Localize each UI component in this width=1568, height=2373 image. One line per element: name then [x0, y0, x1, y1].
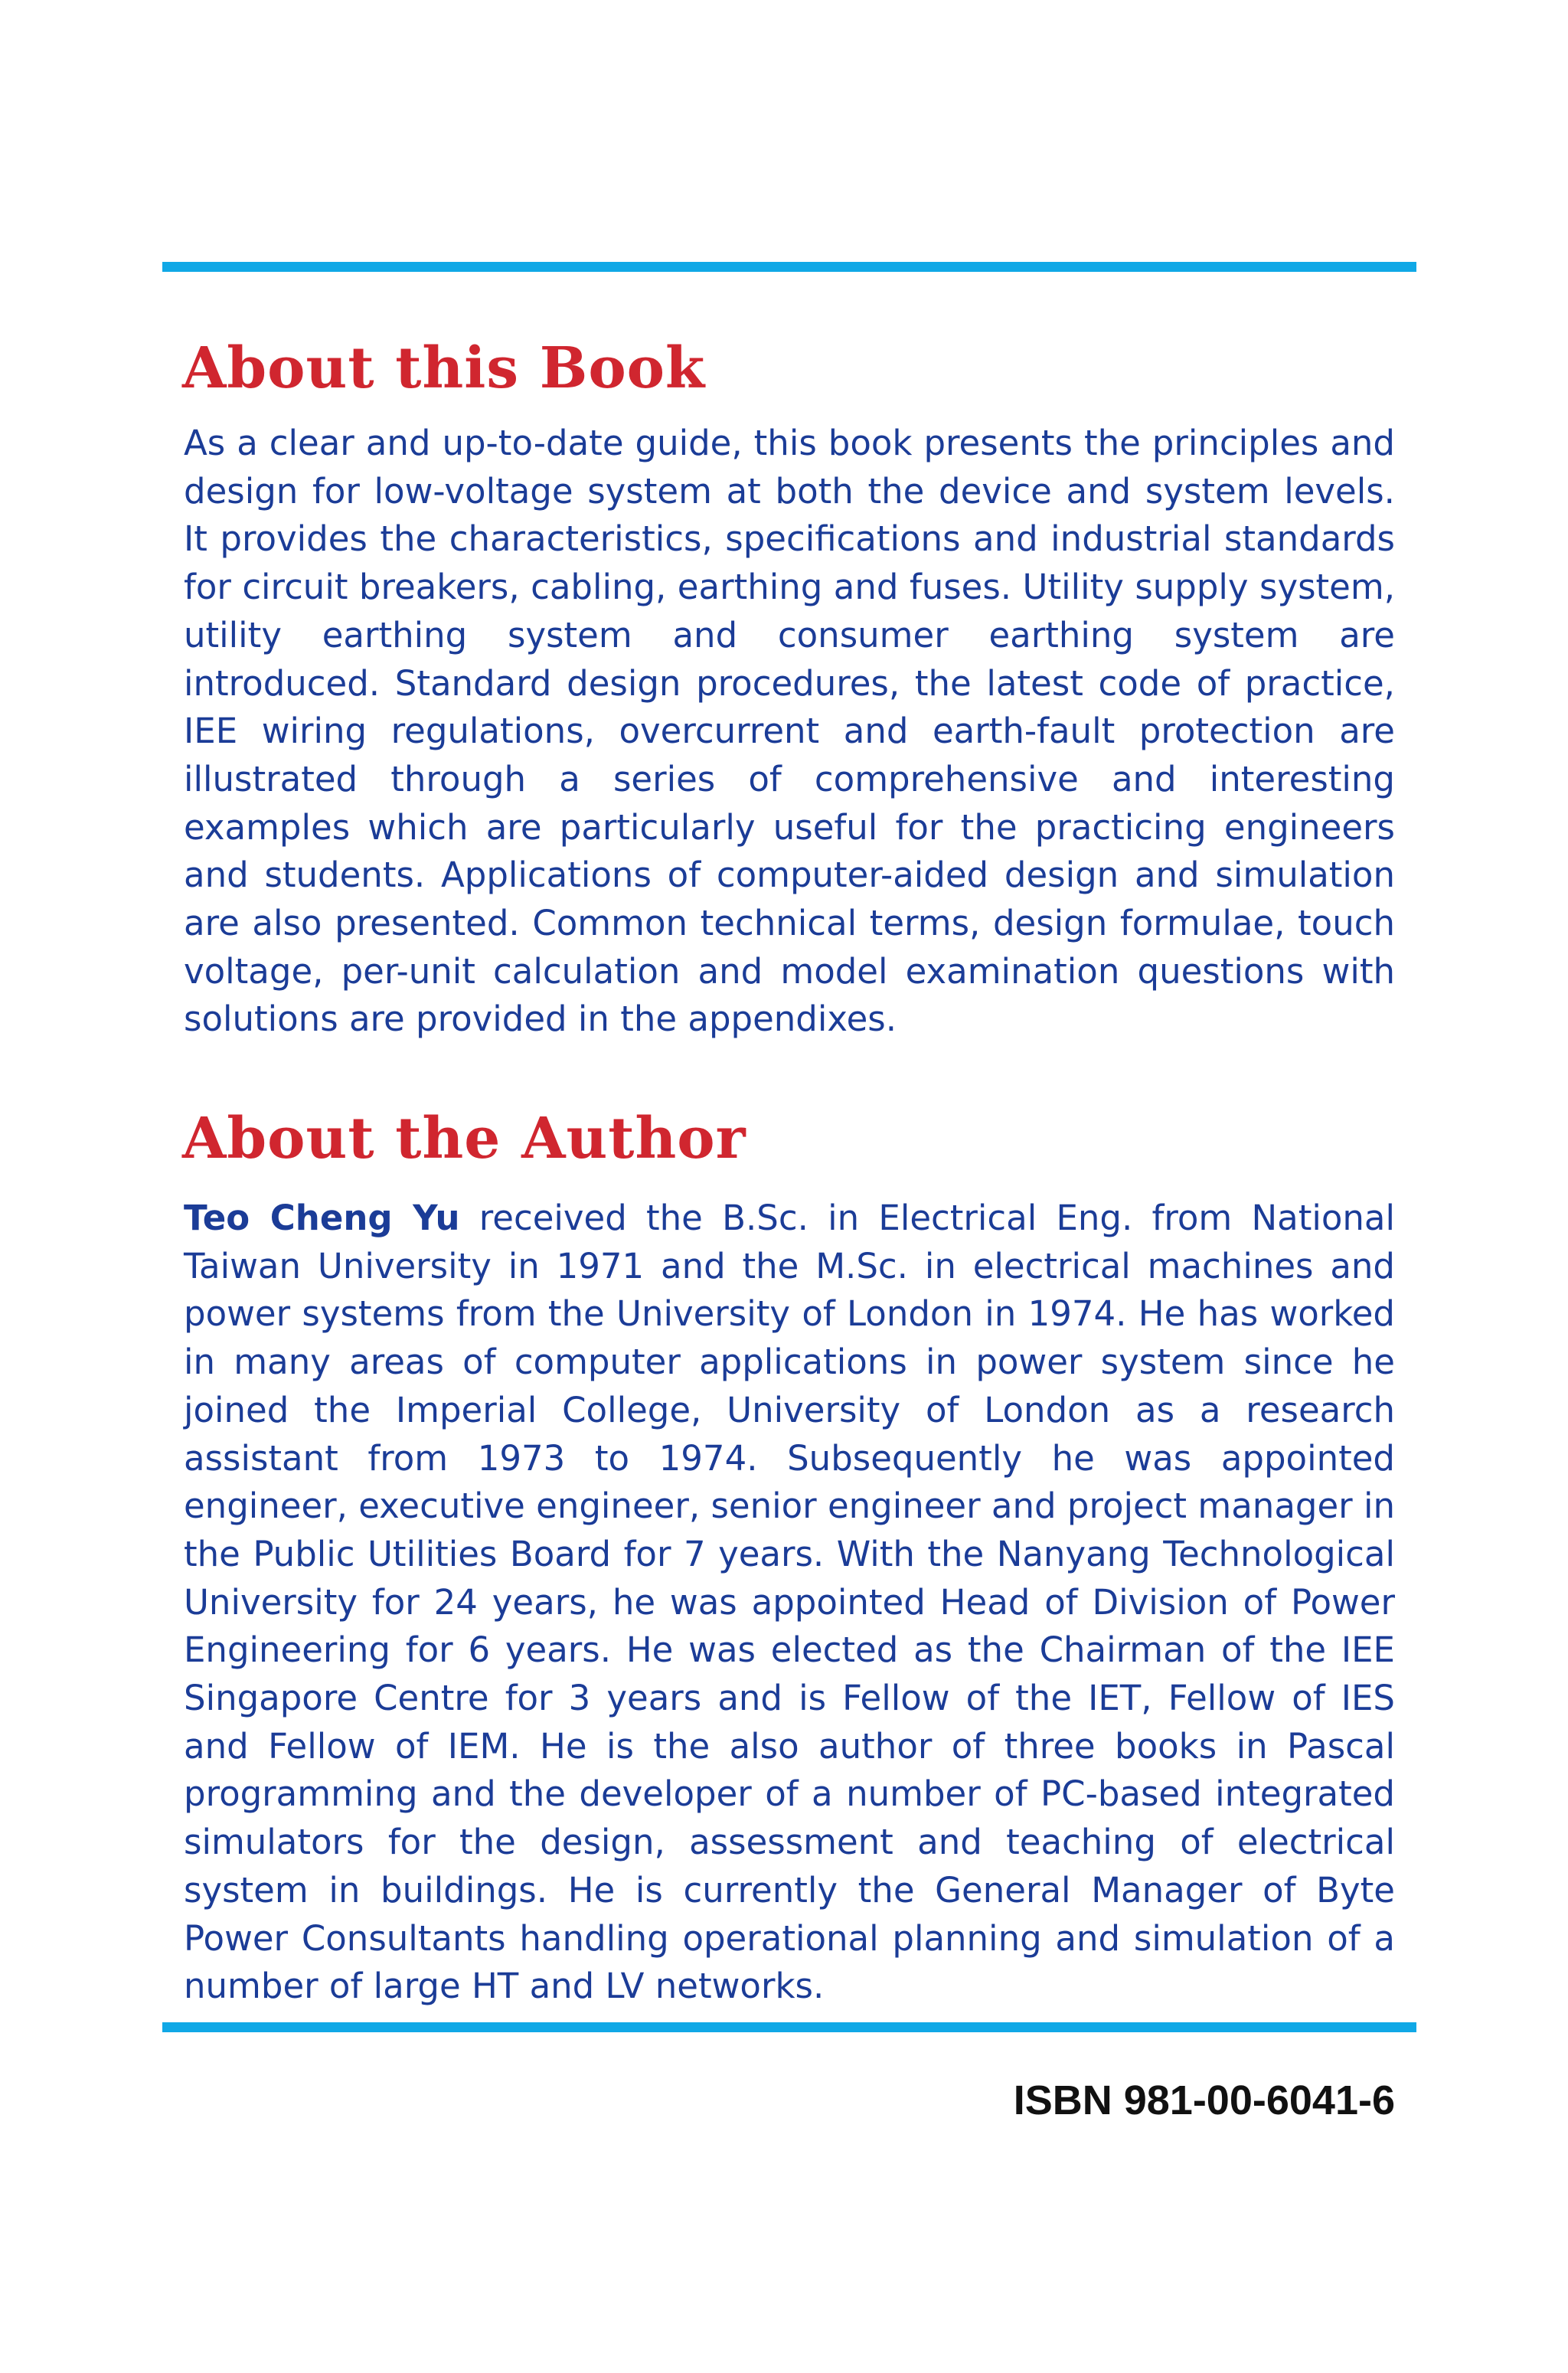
bottom-divider-line [162, 2022, 1416, 2032]
about-book-text: As a clear and up-to-date guide, this book presents the principles and design for low-voltage system at both the device and system levels. It provides the characteristics, specifications and industrial standards for circuit breakers, cabling, earthing and fuses. Utility supply system, utility earthing system and consumer earthing system are introduced. Standard design procedures, the latest code of practice, IEE wiring regulations, overcurrent and earth-fault protection are illustrated through a series of comprehensive and interesting examples which are particularly useful for the practicing engineers and students. Applications of computer-aided design and simulation are also presented. Common technical terms, design formulae, touch voltage, per-unit calculation and model examination questions with solutions are provided in the appendixes. [184, 423, 1395, 1040]
top-divider-line [162, 262, 1416, 272]
isbn-number: ISBN 981-00-6041-6 [1013, 2077, 1395, 2123]
about-author-text [184, 1195, 1395, 2011]
author-name: Teo Cheng Yu [184, 1198, 460, 1238]
author-bio: received the B.Sc. in Electrical Eng. from National Taiwan University in 1971 and the M.Sc. in electrical machines and power systems from the University of London in 1974. He has worked in many areas of computer applications in power system since he joined the Imperial College, University of London as a research assistant from 1973 to 1974. Subsequently he was appointed engineer, executive engineer, senior engineer and project manager in the Public Utilities Board for 7 years. With the Nanyang Technological University for 24 years, he was appointed Head of Division of Power Engineering for 6 years. He was elected as the Chairman of the IEE Singapore Centre for 3 years and is Fellow of the IET, Fellow of IES and Fellow of IEM. He is the also author of three books in Pascal programming and the developer of a number of PC-based integrated simulators for the design, assessment and teaching of electrical system in buildings. He is currently the General Manager of Byte Power Consultants handling operational planning and simulation of a number of large HT and LV networks. [184, 1198, 1395, 2007]
about-author-heading: About the Author [182, 1106, 746, 1172]
about-book-heading: About this Book [182, 335, 706, 401]
